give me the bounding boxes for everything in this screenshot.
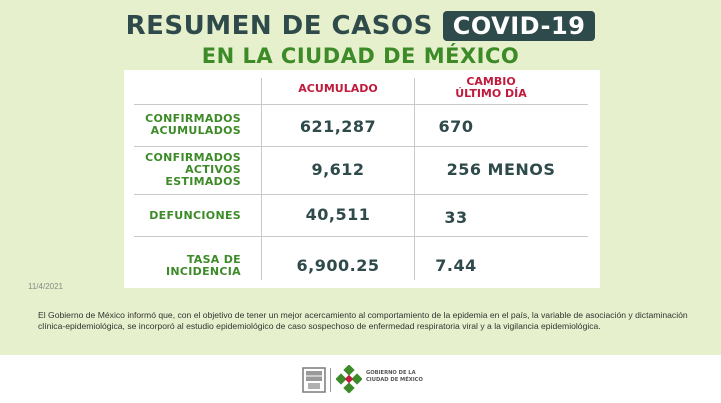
logo-text-line: GOBIERNO DE LA: [366, 370, 416, 376]
row-label-line: CONFIRMADOS: [145, 112, 241, 125]
row-label-line: ESTIMADOS: [165, 175, 241, 188]
cases-table: [124, 70, 600, 288]
logo-separator: [330, 368, 331, 392]
row-divider: [134, 236, 588, 237]
header-change-line1: CAMBIO: [466, 75, 516, 88]
page-subtitle: EN LA CIUDAD DE MÉXICO: [201, 44, 520, 68]
row-divider: [134, 104, 588, 105]
row-divider: [134, 194, 588, 195]
row-label-line: ACTIVOS: [185, 163, 241, 176]
row-label-line: ACUMULADOS: [150, 124, 241, 137]
row-label-confirmados-activos: [145, 152, 241, 188]
title-text: RESUMEN DE CASOS: [125, 11, 433, 41]
row-label-line: INCIDENCIA: [166, 265, 241, 278]
value-accumulated: 9,612: [311, 160, 365, 179]
header-change: [416, 76, 566, 100]
header-accumulated: ACUMULADO: [298, 82, 378, 95]
row-label-line: CONFIRMADOS: [145, 151, 241, 164]
column-divider: [261, 78, 262, 280]
page-title: [0, 8, 721, 44]
row-label-confirmados-acumulados: [145, 113, 241, 137]
value-change: 670: [438, 117, 474, 136]
logo-text-line: CIUDAD DE MÉXICO: [366, 376, 423, 383]
value-change: 33: [444, 208, 468, 227]
footer-logos: [0, 358, 721, 403]
row-label-defunciones: [149, 210, 241, 222]
row-label-tasa-incidencia: [166, 254, 241, 278]
value-accumulated: 40,511: [305, 205, 371, 224]
report-date: 11/4/2021: [28, 282, 63, 291]
header-change-line2: ÚLTIMO DÍA: [455, 87, 527, 100]
value-change: 256 MENOS: [446, 160, 556, 179]
column-divider: [414, 78, 415, 280]
government-seal-icon: [302, 367, 326, 393]
cdmx-logo-icon: [336, 365, 362, 393]
value-change: 7.44: [435, 256, 477, 275]
covid-badge: COVID-19: [443, 11, 596, 41]
value-accumulated: 621,287: [299, 117, 377, 136]
cdmx-logo-text: [366, 370, 436, 383]
row-divider: [134, 146, 588, 147]
footnote: El Gobierno de México informó que, con el objetivo de tener un mejor acercamiento al comportamiento de la epidemia en el país, la variable de asociación y dictaminación clínica-epidemiológica, se incorporó al estudio epidemiológico de caso sospechoso de enfermedad respiratoria viral y a la vigilancia epidemiológica.: [38, 310, 688, 331]
row-label-line: DEFUNCIONES: [149, 209, 241, 222]
value-accumulated: 6,900.25: [296, 256, 380, 275]
row-label-line: TASA DE: [186, 253, 241, 266]
